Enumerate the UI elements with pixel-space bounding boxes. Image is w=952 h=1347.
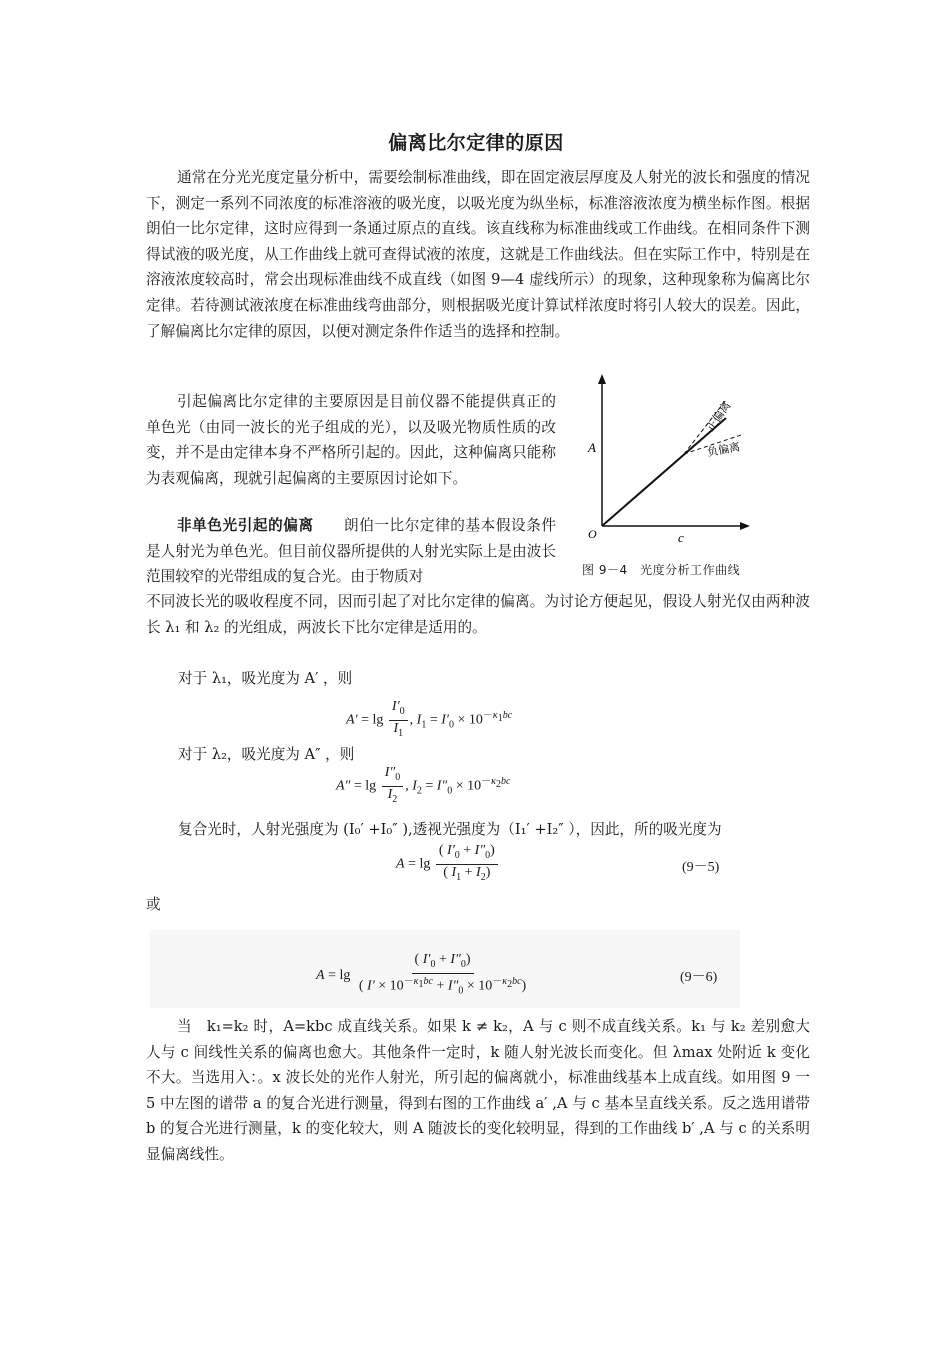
deviation-paragraph: 不同波长光的吸收程度不同，因而引起了对比尔定律的偏离。为讨论方便起见，假设人射光仅由两种波长 λ₁ 和 λ₂ 的光组成，两波长下比尔定律是适用的。 [146, 593, 810, 636]
lambda2-line: 对于 λ₂，吸光度为 A″ ，则 [178, 746, 355, 763]
or-label: 或 [146, 896, 161, 913]
lambda1-line: 对于 λ₁，吸光度为 A′ ，则 [178, 670, 353, 687]
x-axis-arrow [740, 522, 750, 530]
y-axis-label: A [588, 440, 596, 455]
negative-deviation-label: 负偏离 [706, 440, 742, 459]
composite-line: 复合光时，人射光强度为 (I₀′ +I₀″ ),透视光强度为（I₁′ +I₂″ ），因此，所的吸光度为 [178, 821, 722, 838]
positive-deviation-label: 正偏离 [703, 399, 734, 434]
equation-number-9-6: (9－6) [680, 970, 718, 985]
y-axis-arrow [598, 374, 606, 384]
origin-label: O [588, 527, 597, 541]
figure-caption: 图 9－4 光度分析工作曲线 [582, 563, 741, 577]
equation-9-5: A = lg $\frac{( I'_0 + I''_0)}{( I_1 + I_2)}$ [396, 843, 500, 886]
intro-paragraph: 通常在分光光度定量分析中，需要绘制标准曲线，即在固定液层厚度及人射光的波长和强度的情况下，测定一系列不同浓度的标准溶液的吸光度，以吸光度为纵坐标，标准溶液浓度为横坐标作图。根据朗伯一比尔定律，这时应得到一条通过原点的直线。该直线称为标准曲线或工作曲线。在相同条件下测得试液的吸光度，从工作曲线上就可查得试液的浓度，这就是工作曲线法。但在实际工作中，特别是在溶液浓度较高时，常会出现标准曲线不成直线（如图 9—4 虚线所示）的现象，这种现象称为偏离比尔定律。若待测试液浓度在标准曲线弯曲部分，则根据吸光度计算试样浓度时将引人较大的误差。因此，了解偏离比尔定律的原因，以便对测定条件作适当的选择和控制。 [146, 169, 810, 340]
ideal-line [602, 418, 726, 526]
nonmono-paragraph [146, 513, 556, 590]
x-axis-label: c [678, 530, 684, 545]
causes-paragraph: 引起偏离比尔定律的主要原因是目前仪器不能提供真正的单色光（由同一波长的光子组成的光），以及吸光物质性质的改变，并不是由定律本身不严格所引起的。因此，这种偏离只能称为表观偏离，现就引起偏离的主要原因讨论如下。 [146, 393, 556, 487]
working-curve-figure [566, 372, 812, 584]
equation-a-double-prime: A″ = lg $\frac{I''_0}{I_2}$ , $I_2 = I''_0 \times 10^{-\kappa_2bc}$ [336, 765, 511, 805]
equation-9-6: A = lg $\frac{( I'_0 + I''_0)}{( I' \times 10^{-\kappa_1bc} + I''_0 \times 10^{-\kappa_2bc})}$ [316, 952, 527, 997]
section-heading: 非单色光引起的偏离 [177, 517, 314, 534]
page-title: 偏离比尔定律的原因 [388, 132, 564, 154]
equation-number-9-5: (9－5) [682, 860, 720, 875]
conclusion-paragraph: 当 k₁=k₂ 时，A=kbc 成直线关系。如果 k ≠ k₂，A 与 c 则不成直线关系。k₁ 与 k₂ 差别愈大人与 c 间线性关系的偏离也愈大。其他条件一定时，k 随人射光波长而变化。但 λmax 处附近 k 变化不大。当选用入：。x 波长处的光作人射光，所引起的偏离就小，标准曲线基本上成直线。如用图 9 一 5 中左图的谱带 a 的复合光进行测量，得到右图的工作曲线 a′ ,A 与 c 基本呈直线关系。反之选用谱带 b 的复合光进行测量，k 的变化较大，则 A 随波长的变化较明显，得到的工作曲线 b′ ,A 与 c 的关系明显偏离线性。 [146, 1018, 810, 1163]
equation-a-prime: A′ = lg $\frac{I'_0}{I_1}$ , $I_1 = I'_0 \times 10^{-\kappa_1bc}$ [346, 699, 513, 739]
nonmono-text: 朗伯一比尔定律的基本假设条件是人射光为单色光。但目前仪器所提供的人射光实际上是由波长范围较窄的光带组成的复合光。由于物质对 [146, 517, 556, 586]
